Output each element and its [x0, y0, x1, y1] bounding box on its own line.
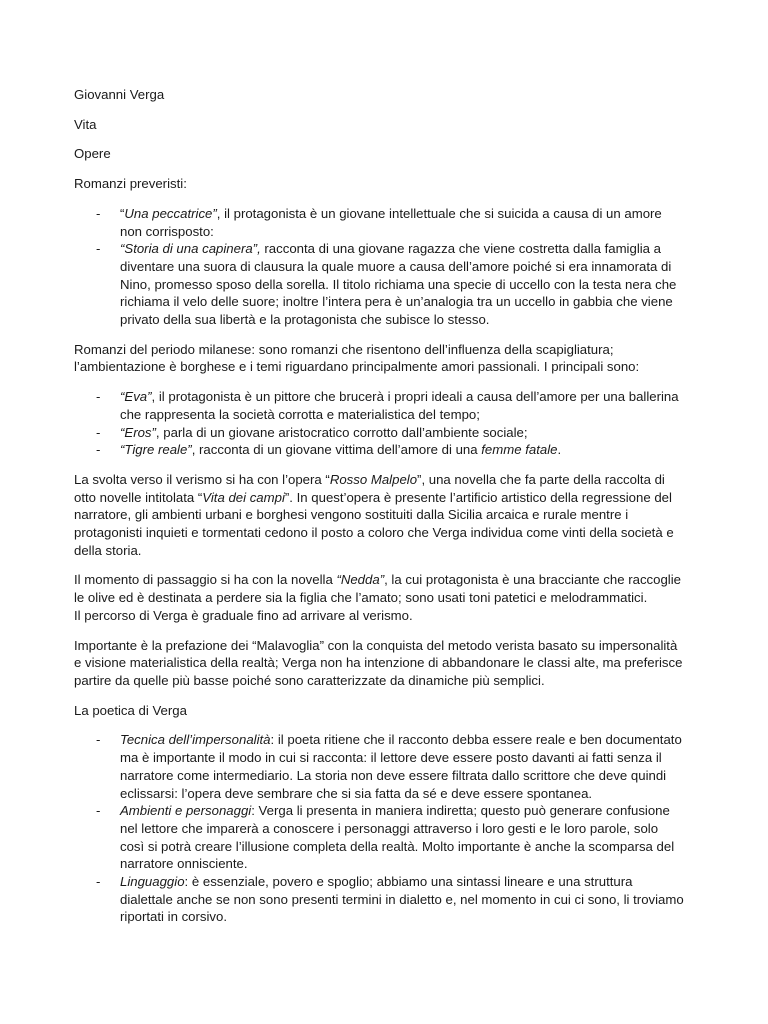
poetica-list	[74, 731, 684, 926]
list-item: - “Storia di una capinera”, racconta di una giovane ragazza che viene costretta dalla famiglia a diventare una suora di clausura la quale muore a causa dell’amore poiché si era innamorata di Nino, promesso sposo della sorella. Il titolo richiama una specie di uccello con la testa nera che richiama il velo delle suore; inoltre l’intera pera è un’analogia tra un uccello in gabbia che viene privato della sua libertà e la protagonista che subisce lo stesso.	[74, 240, 684, 329]
section-poetica: La poetica di Verga	[74, 702, 187, 718]
document-body	[74, 86, 684, 938]
list-item: - Linguaggio: è essenziale, povero e spoglio; abbiamo una sintassi lineare e una struttura dialettale anche se non sono presenti termini in dialetto e, nel momento in cui ci sono, li troviamo riportati in corsivo.	[74, 873, 684, 926]
doc-title: Giovanni Verga	[74, 87, 165, 102]
section-romanzi-preveristi: Romanzi preveristi:	[74, 176, 187, 192]
section-opere: Opere	[74, 146, 111, 162]
paragraph-svolta: La svolta verso il verismo si ha con l’opera “Rosso Malpelo”, una novella che fa parte della raccolta di otto novelle intitolata “Vita dei campi”. In quest’opera è presente l’artificio artistico della regressione del narratore, gli ambienti urbani e borghesi vengono sostituiti dalla Sicilia arcaica e rurale mentre i protagonisti inquieti e tormentati cedono il posto a coloro che Verga individua come vinti della società e della storia.	[74, 471, 674, 558]
milanese-list	[74, 388, 684, 459]
section-vita: Vita	[74, 116, 97, 132]
paragraph-passaggio: Il momento di passaggio si ha con la novella “Nedda”, la cui protagonista è una bracciante che raccoglie le olive ed è destinata a perdere sia la figlia che l’amato; sono usati toni patetici e melodrammatici. Il percorso di Verga è graduale fino ad arrivare al verismo.	[74, 572, 681, 623]
list-item: - Ambienti e personaggi: Verga li presenta in maniera indiretta; questo può generare confusione nel lettore che imparerà a conoscere i personaggi attraverso i loro gesti e le loro parole, solo così si potrà creare l’illusione completa della realtà. Molto importante è anche la scomparsa del narratore onnisciente.	[74, 802, 684, 873]
list-item: - Tecnica dell’impersonalità: il poeta ritiene che il racconto debba essere reale e ben documentato ma è importante il modo in cui si racconta: il lettore deve essere posto davanti ai fatti senza il narratore come intermediario. La storia non deve essere filtrata dallo scrittore che deve quindi eclissarsi: l’opera deve sembrare che si sia fatta da sé e deve essere spontanea.	[74, 731, 684, 802]
list-item: - “Tigre reale”, racconta di un giovane vittima dell’amore di una femme fatale.	[74, 441, 684, 459]
list-item: - “Eros”, parla di un giovane aristocratico corrotto dall’ambiente sociale;	[74, 424, 684, 442]
milanese-intro: Romanzi del periodo milanese: sono romanzi che risentono dell’influenza della scapigliatura; l’ambientazione è borghese e i temi riguardano principalmente amori passionali. I principali sono:	[74, 341, 640, 375]
paragraph-malavoglia: Importante è la prefazione dei “Malavoglia” con la conquista del metodo verista basato su impersonalità e visione materialistica della realtà; Verga non ha intenzione di abbandonare le classi alte, ma preferisce partire da quelle più basse poiché sono caratterizzate da dinamiche più semplici.	[74, 637, 683, 688]
preveristi-list	[74, 205, 684, 329]
list-item: - “Eva”, il protagonista è un pittore che brucerà i propri ideali a causa dell’amore per una ballerina che rappresenta la società corrotta e materialistica del tempo;	[74, 388, 684, 423]
list-item: - “Una peccatrice”, il protagonista è un giovane intellettuale che si suicida a causa di un amore non corrisposto:	[74, 205, 684, 240]
